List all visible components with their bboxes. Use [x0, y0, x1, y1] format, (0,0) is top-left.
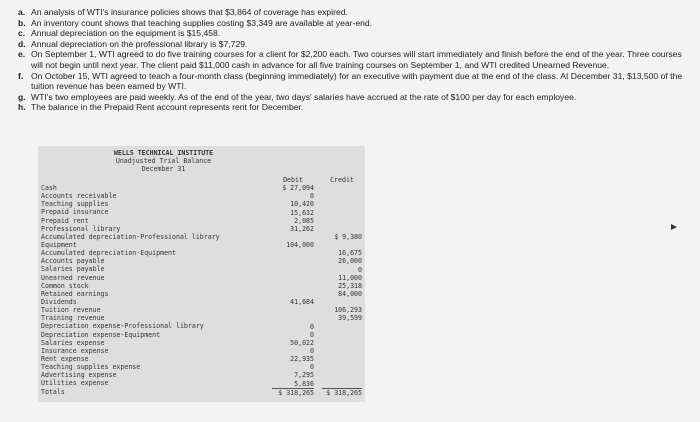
debit-amount	[272, 282, 314, 290]
credit-amount: 39,599	[338, 314, 362, 323]
debit-amount: 0	[310, 363, 314, 372]
credit-amount	[322, 323, 362, 331]
account-name: Teaching supplies expense	[41, 363, 141, 372]
credit-amount	[322, 347, 362, 355]
credit-amount: 26,000	[338, 257, 362, 266]
debit-amount: 5,836	[294, 379, 314, 388]
credit-column-header: Credit	[330, 176, 354, 184]
account-name: Retained earnings	[41, 289, 109, 298]
instruction-letter: b.	[18, 17, 26, 28]
account-name: Prepaid rent	[41, 216, 89, 225]
instructions-list	[18, 7, 688, 113]
account-name: Accumulated depreciation-Equipment	[41, 249, 176, 258]
instruction-text: On September 1, WTI agreed to do five training courses for a client for $2,200 each. Two courses will start immediately and finish before the end of the year. Three courses will not begin until next year. The client paid $11,000 cash in advance for all five training courses on September 1, and WTI credited Unearned Revenue.	[31, 49, 682, 70]
instruction-item	[18, 49, 688, 70]
credit-amount	[322, 200, 362, 208]
credit-amount	[322, 363, 362, 371]
credit-amount	[322, 184, 362, 192]
instruction-text: Annual depreciation on the professional library is $7,729.	[31, 38, 248, 49]
debit-amount	[272, 233, 314, 241]
account-name: Teaching supplies	[41, 200, 109, 209]
account-name: Professional library	[41, 224, 121, 233]
account-name: Training revenue	[41, 314, 105, 323]
statement-title: Unadjusted Trial Balance	[115, 157, 212, 166]
debit-amount	[272, 257, 314, 265]
debit-total: $ 318,265	[272, 388, 314, 397]
account-name: Accounts payable	[41, 257, 105, 266]
debit-amount: 0	[310, 330, 314, 339]
debit-amount	[272, 274, 314, 282]
instruction-letter: f.	[18, 70, 24, 81]
instruction-letter: h.	[18, 102, 26, 113]
instruction-text: An inventory count shows that teaching supplies costing $3,349 are available at year-end.	[31, 17, 373, 28]
debit-amount	[272, 266, 314, 274]
credit-amount	[322, 209, 362, 217]
account-name: Advertising expense	[41, 371, 117, 380]
instruction-item	[18, 39, 688, 50]
credit-amount	[322, 192, 362, 200]
instruction-letter: c.	[18, 28, 26, 39]
debit-amount	[272, 249, 314, 257]
credit-column	[322, 176, 362, 397]
credit-amount: 16,675	[338, 249, 362, 258]
debit-amount: 0	[310, 192, 314, 201]
instruction-letter: d.	[18, 38, 26, 49]
credit-amount	[322, 339, 362, 347]
debit-amount: 7,295	[294, 371, 314, 380]
instruction-text: The balance in the Prepaid Rent account represents rent for December.	[31, 102, 304, 113]
account-name: Accumulated depreciation-Professional library	[41, 232, 220, 241]
debit-amount: 31,262	[290, 224, 314, 233]
instruction-item	[18, 71, 688, 92]
debit-amount	[272, 314, 314, 322]
account-name: Tuition revenue	[41, 306, 101, 315]
credit-amount: 84,000	[338, 289, 362, 298]
account-name: Cash	[41, 184, 57, 192]
account-name: Accounts receivable	[41, 192, 117, 201]
cursor-arrow-icon	[671, 224, 677, 230]
debit-amount: 41,684	[290, 298, 314, 307]
account-name: Salaries payable	[41, 265, 105, 274]
totals-label: Totals	[41, 387, 65, 396]
debit-column-header: Debit	[283, 176, 303, 184]
instruction-text: An analysis of WTI's insurance policies shows that $3,864 of coverage has expired.	[31, 7, 348, 17]
credit-amount	[322, 217, 362, 225]
credit-amount	[322, 298, 362, 306]
credit-total: $ 318,265	[322, 388, 362, 397]
instruction-text: Annual depreciation on the equipment is $15,458.	[31, 28, 221, 39]
debit-amount: 0	[310, 322, 314, 331]
instruction-item	[18, 28, 688, 39]
instruction-item	[18, 92, 688, 103]
credit-amount	[322, 331, 362, 339]
account-names-column	[41, 184, 220, 396]
instruction-letter: e.	[18, 49, 26, 60]
debit-amount	[272, 306, 314, 314]
account-name: Salaries expense	[41, 338, 105, 347]
instruction-text: On October 15, WTI agreed to teach a four-month class (beginning immediately) for an executive with payment due at the end of the class. At December 31, $13,500 of the tuition revenue has been earned by WTI.	[31, 70, 683, 92]
debit-amount: 0	[310, 346, 314, 355]
account-name: Dividends	[41, 297, 77, 306]
debit-amount	[272, 290, 314, 298]
debit-amount: 50,022	[290, 338, 314, 347]
credit-amount	[322, 225, 362, 233]
debit-amount: 2,085	[294, 216, 314, 225]
debit-amount: 104,000	[286, 241, 314, 250]
credit-amount: 11,000	[338, 273, 362, 282]
trial-balance-header	[0, 149, 327, 174]
account-name: Depreciation expense-Equipment	[41, 330, 161, 339]
credit-amount	[322, 241, 362, 249]
account-name: Unearned revenue	[41, 273, 105, 282]
instruction-letter: g.	[18, 91, 26, 102]
credit-amount	[322, 380, 362, 388]
credit-amount: $ 9,380	[334, 232, 362, 241]
account-name: Insurance expense	[41, 346, 109, 355]
debit-column	[272, 176, 314, 397]
statement-date: December 31	[141, 165, 186, 174]
account-name: Rent expense	[41, 354, 89, 363]
debit-amount: 10,420	[290, 200, 314, 209]
instruction-item	[18, 7, 688, 18]
credit-amount	[322, 371, 362, 379]
debit-amount: 15,632	[290, 208, 314, 217]
instruction-text: WTI's two employees are paid weekly. As of the end of the year, two days' salaries have accrued at the rate of $100 per day for each employee.	[31, 91, 577, 102]
instruction-item	[18, 18, 688, 29]
credit-amount: 0	[358, 265, 362, 274]
account-name: Prepaid insurance	[41, 208, 109, 217]
account-name: Common stock	[41, 281, 89, 290]
debit-amount: $ 27,094	[282, 184, 314, 193]
account-name: Depreciation expense-Professional library	[41, 322, 204, 331]
account-name: Utilities expense	[41, 379, 109, 388]
debit-amount: 22,935	[290, 355, 314, 364]
credit-amount: 25,318	[338, 281, 362, 290]
account-name: Equipment	[41, 240, 77, 249]
credit-amount	[322, 355, 362, 363]
instruction-letter: a.	[18, 7, 26, 17]
company-name: WELLS TECHNICAL INSTITUTE	[113, 149, 214, 157]
instruction-item	[18, 102, 688, 113]
credit-amount: 106,293	[334, 306, 362, 315]
